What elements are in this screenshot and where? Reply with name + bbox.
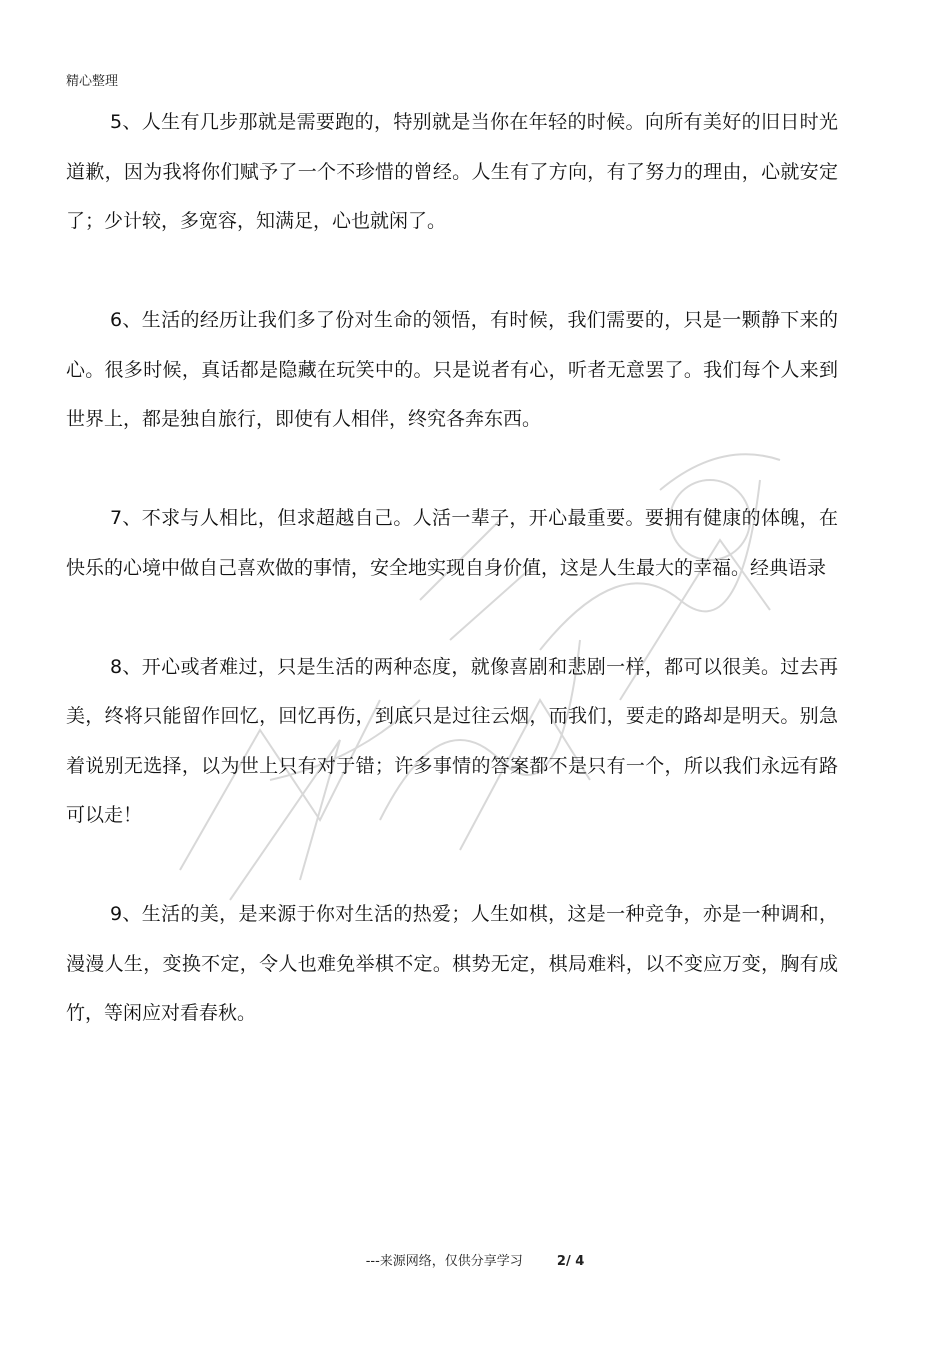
paragraph-6: 6、生活的经历让我们多了份对生命的领悟，有时候，我们需要的，只是一颗静下来的心。很多时候，真话都是隐藏在玩笑中的。只是说者有心，听者无意罢了。我们每个人来到世界上，都是独自旅行，即使有人相伴，终究各奔东西。: [66, 309, 838, 430]
page-number: 2/ 4: [556, 1254, 585, 1269]
paragraph-5: 5、人生有几步那就是需要跑的，特别就是当你在年轻的时候。向所有美好的旧日时光道歉，因为我将你们赋予了一个不珍惜的曾经。人生有了方向，有了努力的理由，心就安定了；少计较，多宽容，知满足，心也就闲了。: [66, 111, 838, 232]
paragraph-8: 8、开心或者难过，只是生活的两种态度，就像喜剧和悲剧一样，都可以很美。过去再美，终将只能留作回忆，回忆再伤，到底只是过往云烟，而我们，要走的路却是明天。别急着说别无选择，以为世上只有对于错；许多事情的答案都不是只有一个，所以我们永远有路可以走！: [66, 655, 838, 826]
header-note: 精心整理: [66, 74, 119, 89]
footer-source: ---来源网络，仅供分享学习: [365, 1254, 523, 1269]
page-footer: [0, 1250, 950, 1269]
document-body: [66, 98, 838, 1088]
paragraph-7: 7、不求与人相比，但求超越自己。人活一辈子，开心最重要。要拥有健康的体魄，在快乐的心境中做自己喜欢做的事情，安全地实现自身价值，这是人生最大的幸福。经典语录: [66, 507, 838, 579]
paragraph-9: 9、生活的美，是来源于你对生活的热爱；人生如棋，这是一种竞争，亦是一种调和，漫漫人生，变换不定，令人也难免举棋不定。棋势无定，棋局难料，以不变应万变，胸有成竹，等闲应对看春秋。: [66, 903, 838, 1024]
